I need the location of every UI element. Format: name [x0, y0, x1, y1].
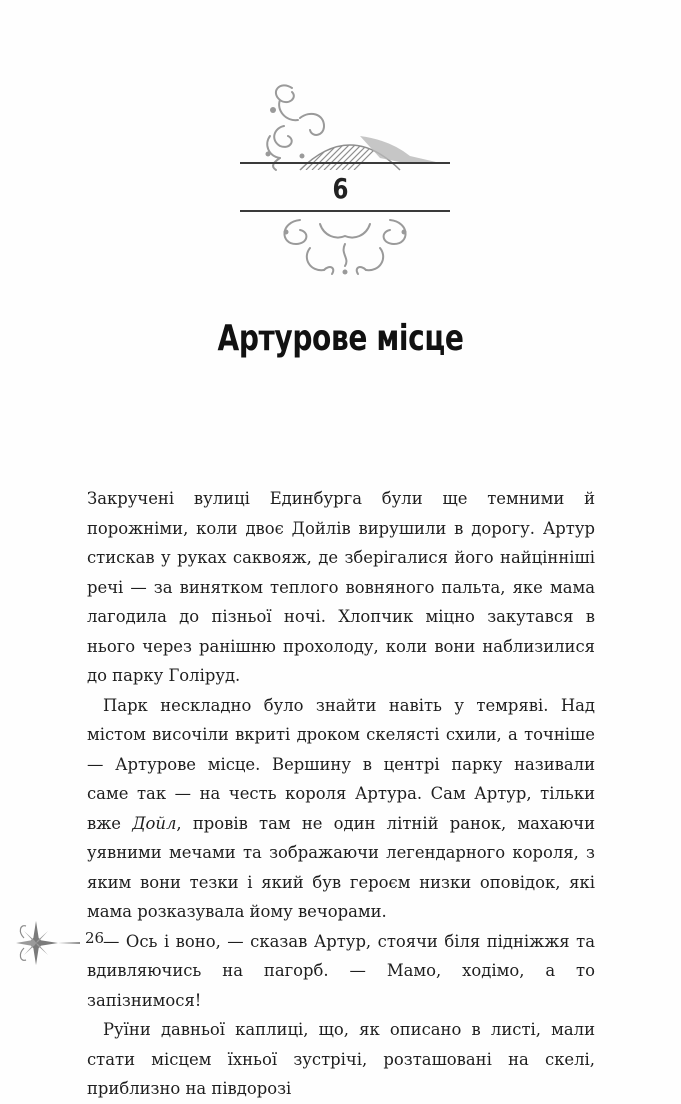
chapter-title: Артурове місце: [217, 318, 464, 359]
text-run: , провів там не один літній ранок, махаючи уявними мечами та зображаючи легендарного короля, з яким вони тезки і який був героєм низки оповідок, які мама розказувала йому вечорами.: [87, 813, 595, 921]
page-number: 26: [85, 929, 105, 947]
chapter-rule-bottom: [240, 210, 450, 212]
body-text: [87, 484, 595, 1104]
paragraph: — Ось і воно, — сказав Артур, стоячи біля підніжжя та вдивляючись на пагорб. — Мамо, ходімо, а то запізнимося!: [87, 931, 595, 1010]
compass-star-icon: [14, 918, 84, 968]
italic-text: Дойл: [132, 813, 177, 833]
text-run: Парк нескладно було знайти навіть у темряві. Над містом височіли вкриті дроком скелясті схили, а точніше — Артурове місце. Вершину в центрі парку називали саме так — на честь короля Артура. Сам Артур, тільки вже: [87, 695, 595, 833]
chapter-rule-top: [240, 162, 450, 164]
paragraph: [87, 691, 595, 927]
paragraph: Закручені вулиці Единбурга були ще темними й порожніми, коли двоє Дойлів вирушили в дорогу. Артур стискав у руках саквояж, де зберігалися його найцінніші речі — за винятком теплого вовняного пальта, яке мама лагодила до пізньої ночі. Хлопчик міцно закутався в нього через ранішню прохолоду, коли вони наблизилися до парку Голіруд.: [87, 489, 595, 685]
chapter-ornament-bottom: [240, 214, 450, 284]
paragraph: Руїни давньої каплиці, що, як описано в листі, мали стати місцем їхньої зустрічі, розташовані на скелі, приблизно на півдорозі: [87, 1020, 595, 1098]
chapter-number: 6: [332, 172, 349, 205]
